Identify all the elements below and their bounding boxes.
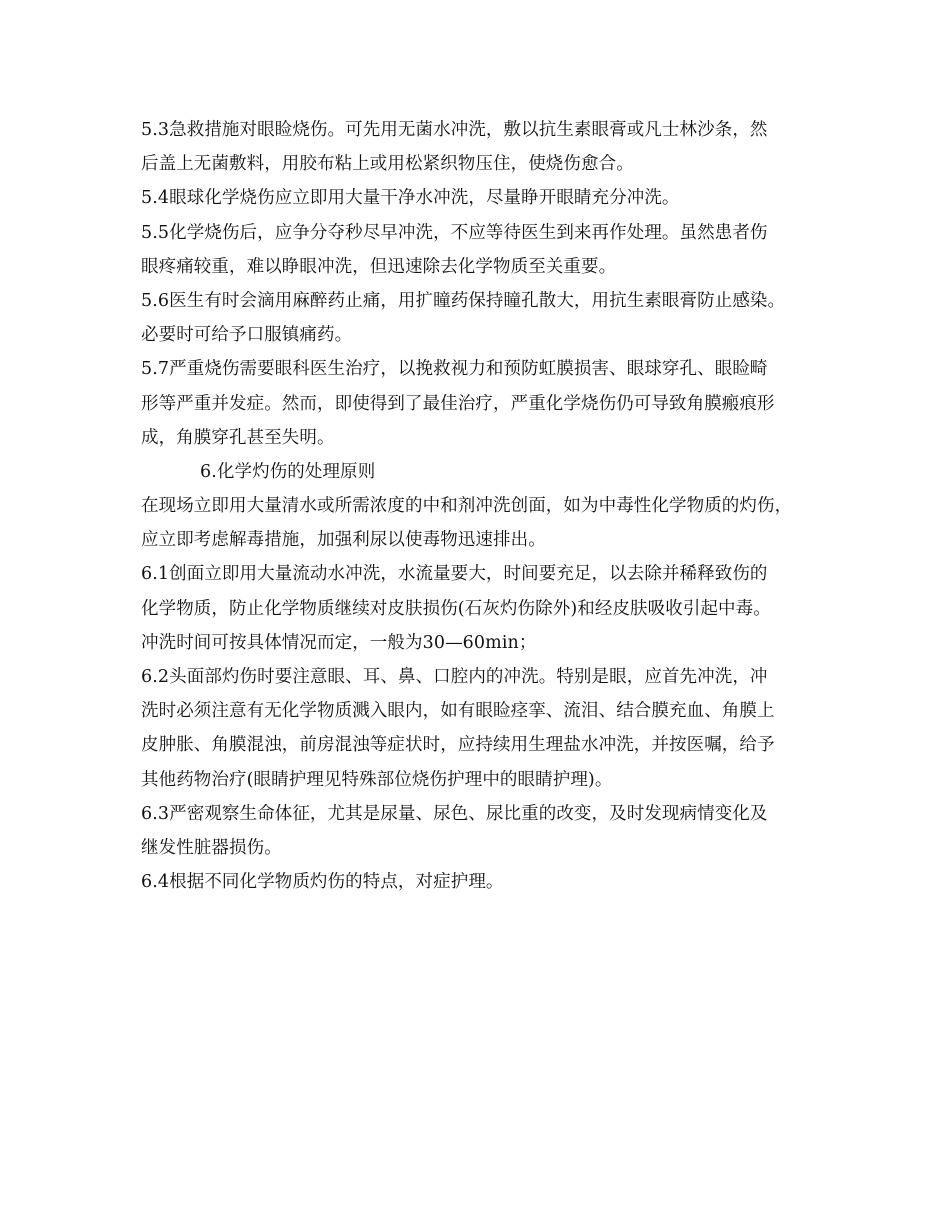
- text-line-6-3-a: 6.3严密观察生命体征，尤其是尿量、尿色、尿比重的改变，及时发现病情变化及: [141, 803, 768, 824]
- text-line-5-6-b: 必要时可给予口服镇痛药。: [141, 325, 353, 346]
- text-line-5-3-b: 后盖上无菌敷料，用胶布粘上或用松紧织物压住，使烧伤愈合。: [141, 154, 634, 175]
- text-line-6-1-b: 化学物质，防止化学物质继续对皮肤损伤(石灰灼伤除外)和经皮肤吸收引起中毒。: [141, 598, 771, 619]
- text-line-6-2-a: 6.2头面部灼伤时要注意眼、耳、鼻、口腔内的冲洗。特别是眼，应首先冲洗，冲: [141, 667, 768, 687]
- text-line-6-2-b: 洗时必须注意有无化学物质溅入眼内，如有眼睑痉挛、流泪、结合膜充血、角膜上: [141, 701, 775, 722]
- text-line-6-3-b: 继发性脏器损伤。: [141, 837, 282, 858]
- text-line-6-intro-a: 在现场立即用大量清水或所需浓度的中和剂冲洗创面，如为中毒性化学物质的灼伤，: [141, 496, 793, 517]
- document-body: [141, 113, 841, 899]
- text-line-6-intro-b: 应立即考虑解毒措施，加强利尿以使毒物迅速排出。: [141, 530, 546, 551]
- text-line-6-4: 6.4根据不同化学物质灼伤的特点，对症护理。: [141, 872, 504, 893]
- text-line-5-5-b: 眼疼痛较重，难以睁眼冲洗，但迅速除去化学物质至关重要。: [141, 256, 617, 277]
- section-heading-6: 6.化学灼伤的处理原则: [200, 461, 376, 482]
- text-line-5-3-a: 5.3急救措施对眼睑烧伤。可先用无菌水冲洗，敷以抗生素眼膏或凡士林沙条，然: [141, 120, 768, 140]
- text-line-6-2-c: 皮肿胀、角膜混浊，前房混浊等症状时，应持续用生理盐水冲洗，并按医嘱，给予: [141, 735, 775, 756]
- text-line-5-5-a: 5.5化学烧伤后，应争分夺秒尽早冲洗，不应等待医生到来再作处理。虽然患者伤: [141, 222, 768, 243]
- text-line-6-1-c: 冲洗时间可按具体情况而定，一般为30—60min；: [141, 632, 537, 653]
- text-line-5-6-a: 5.6医生有时会滴用麻醉药止痛，用扩瞳药保持瞳孔散大，用抗生素眼膏防止感染。: [141, 290, 786, 311]
- text-line-6-2-d: 其他药物治疗(眼睛护理见特殊部位烧伤护理中的眼睛护理)。: [141, 769, 613, 790]
- text-line-5-4: 5.4眼球化学烧伤应立即用大量干净水冲洗，尽量睁开眼睛充分冲洗。: [141, 188, 680, 209]
- text-line-5-7-c: 成，角膜穿孔甚至失明。: [141, 427, 335, 448]
- text-line-5-7-b: 形等严重并发症。然而，即使得到了最佳治疗，严重化学烧伤仍可导致角膜瘢痕形: [141, 393, 775, 414]
- text-line-6-1-a: 6.1创面立即用大量流动水冲洗，水流量要大，时间要充足，以去除并稀释致伤的: [141, 564, 768, 585]
- text-line-5-7-a: 5.7严重烧伤需要眼科医生治疗，以挽救视力和预防虹膜损害、眼球穿孔、眼睑畸: [141, 359, 768, 380]
